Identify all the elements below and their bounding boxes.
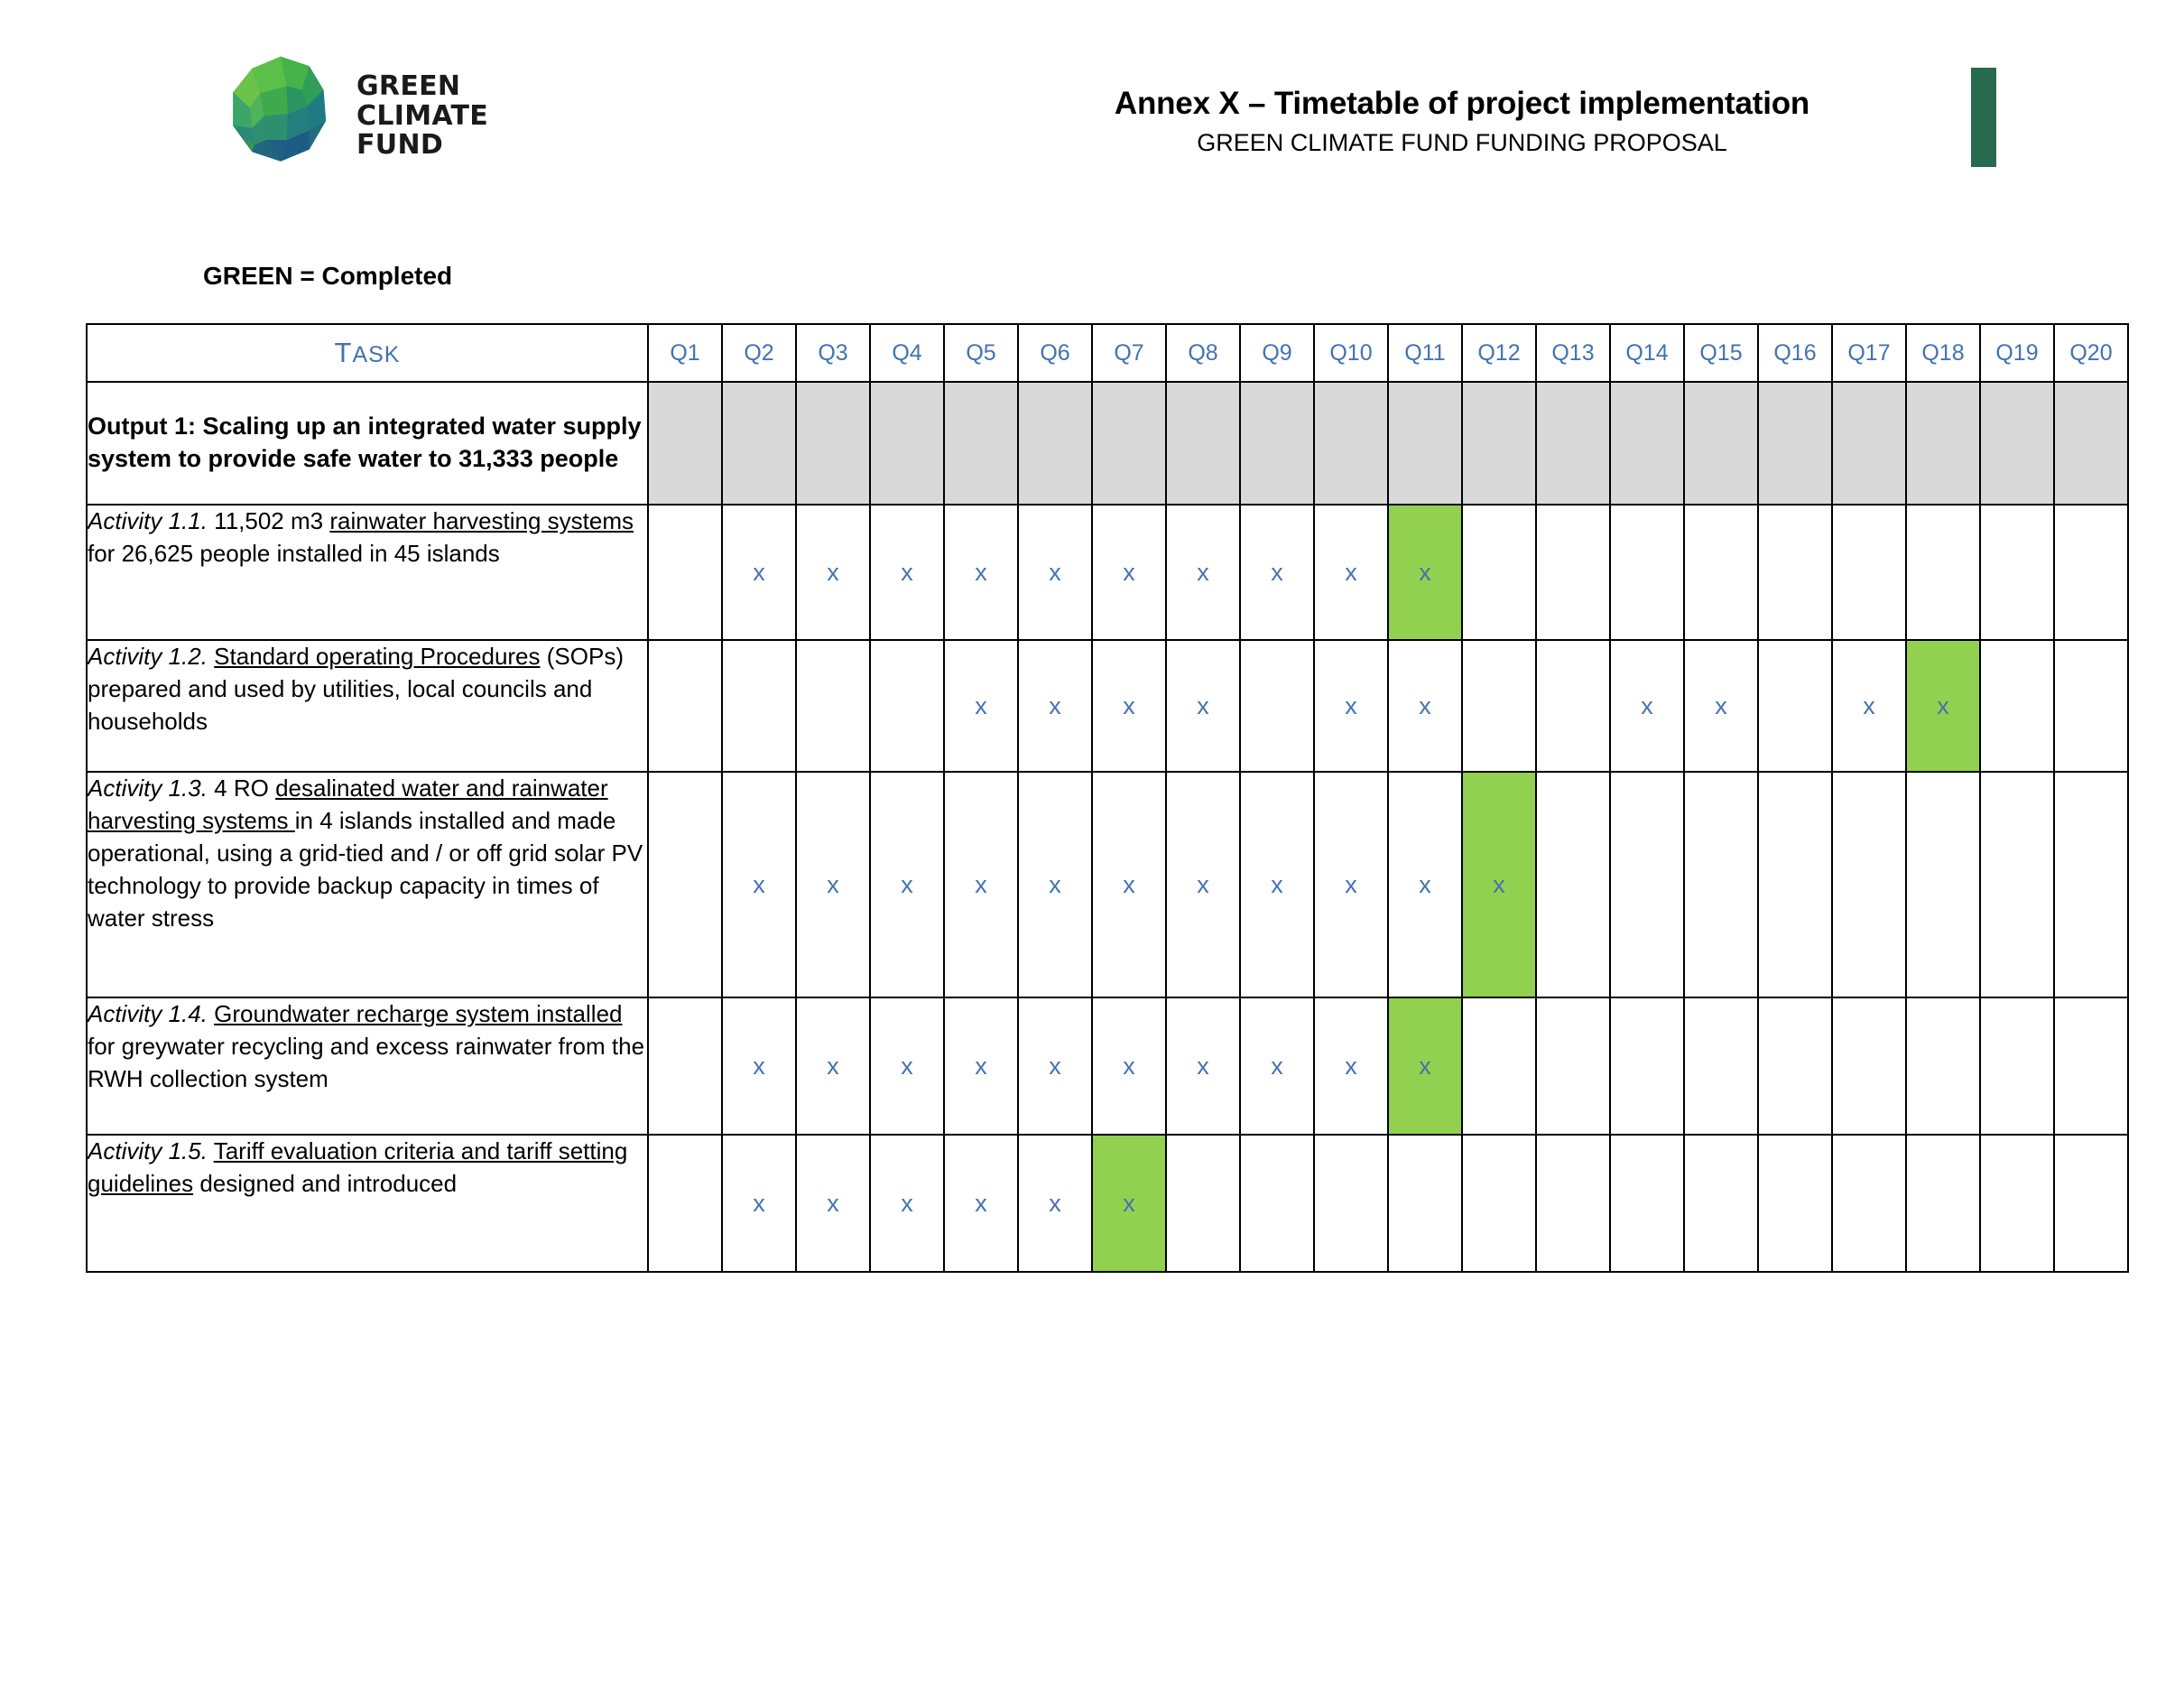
column-header-q19: Q19 — [1980, 324, 2054, 382]
cell-q11-completed: x — [1388, 505, 1462, 640]
cell-q9-scheduled: x — [1240, 505, 1314, 640]
cell-q1-empty — [648, 1135, 722, 1272]
cell-q16-empty — [1758, 772, 1832, 997]
cell-q16-empty — [1758, 505, 1832, 640]
activity-text-segment: 11,502 m3 — [207, 507, 330, 534]
header-accent-bar — [1971, 68, 1996, 167]
cell-q16-empty — [1758, 1135, 1832, 1272]
cell-q7-scheduled: x — [1092, 640, 1166, 772]
cell-q15-empty — [1684, 382, 1758, 505]
column-header-q12: Q12 — [1462, 324, 1536, 382]
cell-q18-empty — [1906, 997, 1980, 1135]
cell-q18-empty — [1906, 1135, 1980, 1272]
activity-text-segment: Activity 1.2. — [88, 643, 208, 670]
column-header-q18: Q18 — [1906, 324, 1980, 382]
cell-q4-scheduled: x — [870, 1135, 944, 1272]
activity-text-segment: for 26,625 people installed in 45 islands — [88, 539, 500, 567]
cell-q10-scheduled: x — [1314, 640, 1388, 772]
cell-q2-scheduled: x — [722, 997, 796, 1135]
column-header-q13: Q13 — [1536, 324, 1610, 382]
task-header-first-letter: T — [334, 337, 353, 368]
cell-q11-empty — [1388, 1135, 1462, 1272]
table-row — [87, 640, 2128, 772]
cell-q20-empty — [2054, 997, 2128, 1135]
cell-q2-scheduled: x — [722, 1135, 796, 1272]
task-header-rest: ASK — [352, 342, 401, 367]
cell-q19-empty — [1980, 772, 2054, 997]
column-header-q10: Q10 — [1314, 324, 1388, 382]
cell-q9-scheduled: x — [1240, 772, 1314, 997]
cell-q1-empty — [648, 382, 722, 505]
activity-text-segment: Activity 1.1. — [88, 507, 208, 534]
logo-line-3: FUND — [356, 129, 444, 162]
cell-q9-empty — [1240, 1135, 1314, 1272]
cell-q14-empty — [1610, 505, 1684, 640]
cell-q15-empty — [1684, 772, 1758, 997]
cell-q20-empty — [2054, 1135, 2128, 1272]
table-row — [87, 1135, 2128, 1272]
cell-q7-scheduled: x — [1092, 772, 1166, 997]
title-block — [1011, 86, 1913, 157]
cell-q18-empty — [1906, 382, 1980, 505]
cell-q11-completed: x — [1388, 997, 1462, 1135]
cell-q16-empty — [1758, 997, 1832, 1135]
cell-q3-scheduled: x — [796, 772, 870, 997]
cell-q4-scheduled: x — [870, 997, 944, 1135]
cell-q19-empty — [1980, 505, 2054, 640]
cell-q3-scheduled: x — [796, 505, 870, 640]
cell-q2-empty — [722, 382, 796, 505]
column-header-q16: Q16 — [1758, 324, 1832, 382]
output-title-cell: Output 1: Scaling up an integrated water supply system to provide safe water to 31,333 people — [87, 382, 648, 505]
cell-q16-empty — [1758, 640, 1832, 772]
cell-q13-empty — [1536, 997, 1610, 1135]
gcf-logo-wordmark — [356, 67, 488, 160]
activity-text-segment: rainwater harvesting systems — [329, 507, 634, 534]
cell-q4-empty — [870, 382, 944, 505]
column-header-q6: Q6 — [1018, 324, 1092, 382]
cell-q20-empty — [2054, 772, 2128, 997]
cell-q13-empty — [1536, 505, 1610, 640]
cell-q14-empty — [1610, 772, 1684, 997]
cell-q19-empty — [1980, 1135, 2054, 1272]
cell-q1-empty — [648, 997, 722, 1135]
cell-q5-scheduled: x — [944, 505, 1018, 640]
column-header-q15: Q15 — [1684, 324, 1758, 382]
column-header-q4: Q4 — [870, 324, 944, 382]
page-header — [0, 0, 2184, 199]
cell-q2-empty — [722, 640, 796, 772]
activity-title-cell — [87, 1135, 648, 1272]
cell-q8-scheduled: x — [1166, 997, 1240, 1135]
column-header-q3: Q3 — [796, 324, 870, 382]
implementation-timetable — [86, 323, 2129, 1273]
cell-q6-scheduled: x — [1018, 505, 1092, 640]
cell-q8-scheduled: x — [1166, 772, 1240, 997]
cell-q18-empty — [1906, 505, 1980, 640]
cell-q7-scheduled: x — [1092, 997, 1166, 1135]
cell-q6-empty — [1018, 382, 1092, 505]
column-header-q9: Q9 — [1240, 324, 1314, 382]
cell-q12-empty — [1462, 505, 1536, 640]
column-header-q20: Q20 — [2054, 324, 2128, 382]
cell-q19-empty — [1980, 382, 2054, 505]
cell-q13-empty — [1536, 640, 1610, 772]
cell-q6-scheduled: x — [1018, 772, 1092, 997]
cell-q14-empty — [1610, 382, 1684, 505]
activity-text-segment: Tariff evaluation criteria and tariff setting guidelines — [88, 1137, 628, 1197]
cell-q13-empty — [1536, 1135, 1610, 1272]
cell-q17-empty — [1832, 505, 1906, 640]
activity-text-segment: for greywater recycling and excess rainwater from the RWH collection system — [88, 1032, 645, 1092]
cell-q10-empty — [1314, 382, 1388, 505]
cell-q13-empty — [1536, 772, 1610, 997]
output-row — [87, 382, 2128, 505]
cell-q20-empty — [2054, 640, 2128, 772]
column-header-q14: Q14 — [1610, 324, 1684, 382]
cell-q8-scheduled: x — [1166, 505, 1240, 640]
activity-title-cell — [87, 772, 648, 997]
cell-q2-scheduled: x — [722, 772, 796, 997]
cell-q12-empty — [1462, 382, 1536, 505]
cell-q9-empty — [1240, 382, 1314, 505]
cell-q16-empty — [1758, 382, 1832, 505]
cell-q12-empty — [1462, 640, 1536, 772]
cell-q7-scheduled: x — [1092, 505, 1166, 640]
cell-q19-empty — [1980, 640, 2054, 772]
cell-q9-scheduled: x — [1240, 997, 1314, 1135]
column-header-q17: Q17 — [1832, 324, 1906, 382]
cell-q6-scheduled: x — [1018, 1135, 1092, 1272]
cell-q8-empty — [1166, 382, 1240, 505]
cell-q18-empty — [1906, 772, 1980, 997]
cell-q1-empty — [648, 640, 722, 772]
cell-q4-scheduled: x — [870, 772, 944, 997]
gcf-logo — [221, 54, 488, 173]
cell-q11-empty — [1388, 382, 1462, 505]
activity-text-segment: in 4 islands installed and made operational, using a grid-tied and / or off grid solar PV technology to provide backup capacity in times of water stress — [88, 806, 643, 932]
cell-q5-scheduled: x — [944, 772, 1018, 997]
cell-q9-empty — [1240, 640, 1314, 772]
cell-q4-empty — [870, 640, 944, 772]
page-title: Annex X – Timetable of project implementation — [1114, 86, 1810, 121]
cell-q8-scheduled: x — [1166, 640, 1240, 772]
cell-q15-empty — [1684, 997, 1758, 1135]
cell-q14-empty — [1610, 1135, 1684, 1272]
cell-q11-scheduled: x — [1388, 640, 1462, 772]
cell-q13-empty — [1536, 382, 1610, 505]
cell-q5-empty — [944, 382, 1018, 505]
cell-q17-empty — [1832, 772, 1906, 997]
table-header-row — [87, 324, 2128, 382]
cell-q11-scheduled: x — [1388, 772, 1462, 997]
cell-q10-scheduled: x — [1314, 997, 1388, 1135]
cell-q5-scheduled: x — [944, 1135, 1018, 1272]
cell-q14-empty — [1610, 997, 1684, 1135]
cell-q5-scheduled: x — [944, 997, 1018, 1135]
cell-q14-scheduled: x — [1610, 640, 1684, 772]
column-header-q5: Q5 — [944, 324, 1018, 382]
cell-q20-empty — [2054, 505, 2128, 640]
cell-q19-empty — [1980, 997, 2054, 1135]
cell-q10-scheduled: x — [1314, 772, 1388, 997]
page-subtitle: GREEN CLIMATE FUND FUNDING PROPOSAL — [1197, 129, 1727, 156]
cell-q6-scheduled: x — [1018, 640, 1092, 772]
cell-q1-empty — [648, 505, 722, 640]
cell-q17-empty — [1832, 382, 1906, 505]
activity-text-segment: (SOPs) prepared and used by utilities, local councils and households — [88, 643, 624, 735]
column-header-task — [87, 324, 648, 382]
cell-q17-empty — [1832, 1135, 1906, 1272]
activity-text-segment: Activity 1.3. — [88, 774, 208, 802]
activity-text-segment: desalinated water and rainwater harvesting systems — [88, 774, 608, 834]
cell-q3-empty — [796, 640, 870, 772]
cell-q8-empty — [1166, 1135, 1240, 1272]
activity-title-cell — [87, 997, 648, 1135]
cell-q4-scheduled: x — [870, 505, 944, 640]
cell-q17-scheduled: x — [1832, 640, 1906, 772]
cell-q20-empty — [2054, 382, 2128, 505]
cell-q10-empty — [1314, 1135, 1388, 1272]
cell-q6-scheduled: x — [1018, 997, 1092, 1135]
table-row — [87, 997, 2128, 1135]
cell-q15-empty — [1684, 505, 1758, 640]
column-header-q2: Q2 — [722, 324, 796, 382]
activity-text-segment — [208, 1137, 214, 1164]
cell-q3-empty — [796, 382, 870, 505]
column-header-q1: Q1 — [648, 324, 722, 382]
cell-q15-scheduled: x — [1684, 640, 1758, 772]
timetable-container — [86, 323, 2127, 1273]
gcf-globe-logo-icon — [221, 54, 340, 173]
column-header-q7: Q7 — [1092, 324, 1166, 382]
cell-q17-empty — [1832, 997, 1906, 1135]
cell-q18-completed: x — [1906, 640, 1980, 772]
cell-q12-empty — [1462, 1135, 1536, 1272]
activity-text-segment: Activity 1.4. — [88, 1000, 208, 1027]
activity-text-segment: Standard operating Procedures — [214, 643, 541, 670]
cell-q10-scheduled: x — [1314, 505, 1388, 640]
cell-q12-empty — [1462, 997, 1536, 1135]
activity-text-segment: designed and introduced — [193, 1169, 458, 1197]
legend-completed: GREEN = Completed — [203, 262, 453, 290]
table-row — [87, 772, 2128, 997]
activity-title-cell — [87, 640, 648, 772]
activity-title-cell — [87, 505, 648, 640]
cell-q7-empty — [1092, 382, 1166, 505]
cell-q2-scheduled: x — [722, 505, 796, 640]
column-header-q11: Q11 — [1388, 324, 1462, 382]
cell-q15-empty — [1684, 1135, 1758, 1272]
table-row — [87, 505, 2128, 640]
logo-line-1: GREEN — [356, 70, 461, 103]
cell-q1-empty — [648, 772, 722, 997]
activity-text-segment: Groundwater recharge system installed — [214, 1000, 623, 1027]
activity-text-segment: 4 RO — [207, 774, 276, 802]
cell-q12-completed: x — [1462, 772, 1536, 997]
cell-q3-scheduled: x — [796, 1135, 870, 1272]
column-header-q8: Q8 — [1166, 324, 1240, 382]
cell-q3-scheduled: x — [796, 997, 870, 1135]
cell-q7-completed: x — [1092, 1135, 1166, 1272]
activity-text-segment: Activity 1.5. — [88, 1137, 208, 1164]
cell-q5-scheduled: x — [944, 640, 1018, 772]
logo-line-2: CLIMATE — [356, 99, 489, 132]
